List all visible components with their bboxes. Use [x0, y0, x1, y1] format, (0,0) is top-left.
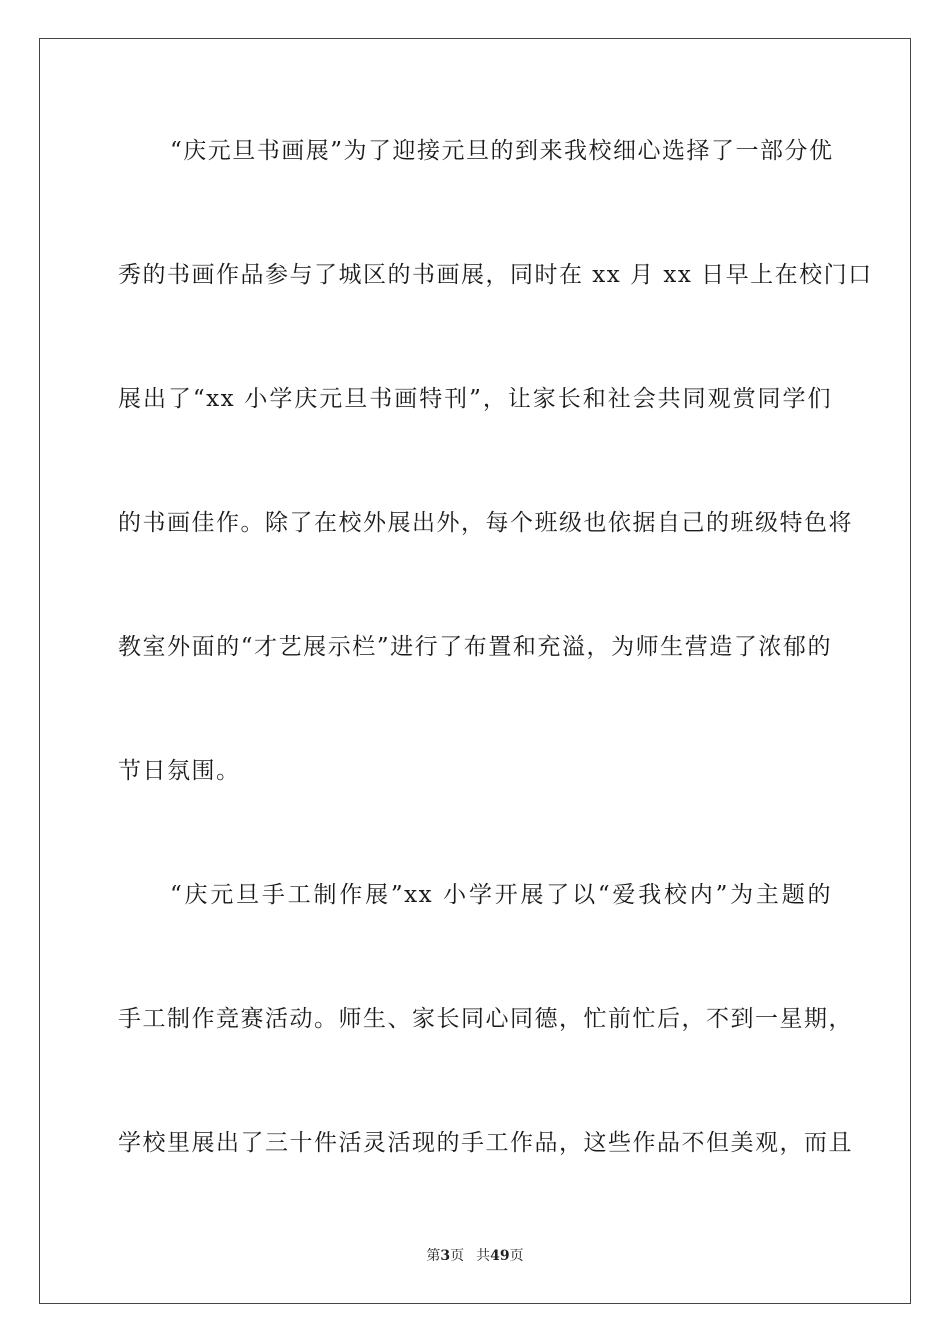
paragraph-1-line-1: “庆元旦书画展”为了迎接元旦的到来我校细心选择了一部分优	[170, 138, 834, 164]
footer-total-suffix: 页	[509, 1248, 524, 1264]
footer-prefix: 第	[426, 1248, 441, 1264]
paragraph-2-line-3: 学校里展出了三十件活灵活现的手工作品，这些作品不但美观，而且	[118, 1130, 853, 1156]
paragraph-1-line-3: 展出了“xx 小学庆元旦书画特刊”，让家长和社会共同观赏同学们	[118, 386, 832, 412]
paragraph-1-line-5: 教室外面的“才艺展示栏”进行了布置和充溢，为师生营造了浓郁的	[118, 634, 832, 660]
paragraph-1-line-6: 节日氛围。	[118, 758, 241, 784]
footer-total-pages: 49	[490, 1248, 510, 1264]
footer-page-number: 3	[440, 1248, 451, 1264]
paragraph-2-line-2: 手工制作竞赛活动。师生、家长同心同德，忙前忙后，不到一星期，	[118, 1006, 853, 1032]
paragraph-1-line-2: 秀的书画作品参与了城区的书画展，同时在 xx 月 xx 日早上在校门口	[118, 262, 873, 288]
page-frame	[39, 38, 911, 1304]
footer-page-suffix: 页	[450, 1248, 465, 1264]
footer-total-prefix: 共	[476, 1248, 491, 1264]
paragraph-1-line-4: 的书画佳作。除了在校外展出外，每个班级也依据自己的班级特色将	[118, 510, 853, 536]
page-footer	[0, 1246, 950, 1266]
paragraph-2-line-1: “庆元旦手工制作展”xx 小学开展了以“爱我校内”为主题的	[170, 882, 832, 908]
